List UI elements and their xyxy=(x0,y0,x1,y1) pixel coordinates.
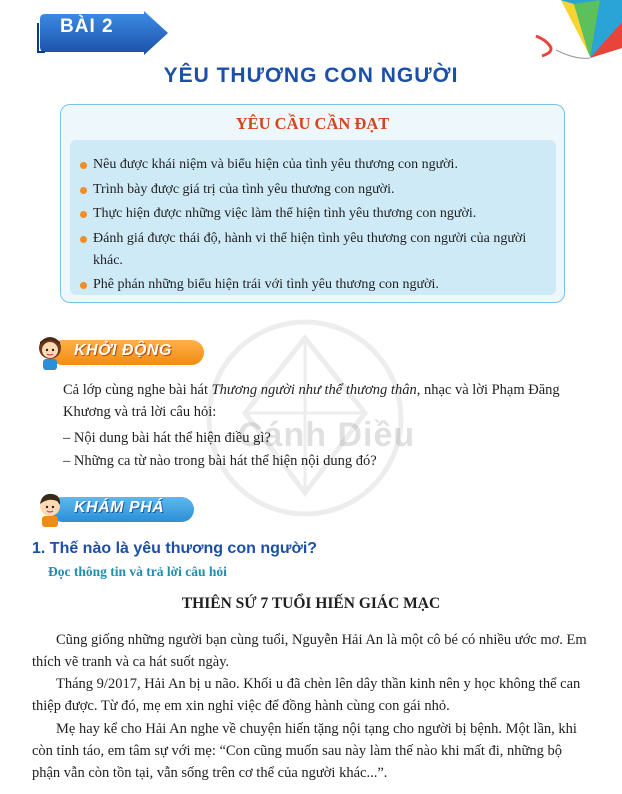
explore-banner xyxy=(32,496,207,523)
requirement-item: Nêu được khái niệm và biểu hiện của tình yêu thương con người. xyxy=(80,154,546,176)
page-title: YÊU THƯƠNG CON NGƯỜI xyxy=(163,64,459,87)
section-heading: 1. Thế nào là yêu thương con người? xyxy=(32,540,318,557)
requirement-item: Thực hiện được những việc làm thể hiện tình yêu thương con người. xyxy=(80,203,546,225)
mascot-girl-icon xyxy=(32,333,68,371)
requirements-title: YÊU CẦU CẦN ĐẠT xyxy=(235,114,390,133)
subheading: Đọc thông tin và trả lời câu hỏi xyxy=(48,564,227,579)
lesson-number: BÀI 2 xyxy=(60,16,114,37)
requirement-item: Phê phán những biểu hiện trái với tình yêu thương con người. xyxy=(80,274,546,296)
warmup-intro-before: Cả lớp cùng nghe bài hát xyxy=(63,382,212,398)
song-title: Thương người như thể thương thân xyxy=(211,382,417,398)
requirement-item: Trình bày được giá trị của tình yêu thương con người. xyxy=(80,179,546,201)
watermark-text: Cánh Diều xyxy=(238,416,416,454)
story-paragraph: Tháng 9/2017, Hải An bị u não. Khối u đã chèn lên dây thần kinh nên y học không thể can thiệp được. Từ đó, mẹ em xin nghỉ việc để đồng hành cùng con gái nhỏ. xyxy=(32,676,581,714)
warmup-question: – Nội dung bài hát thể hiện điều gì? xyxy=(63,430,271,446)
warmup-question: – Những ca từ nào trong bài hát thể hiện nội dung đó? xyxy=(63,453,377,469)
kite-icon xyxy=(516,0,622,68)
warmup-intro-after: , nhạc và lời Phạm Đăng Khương và trả lời câu hỏi: xyxy=(63,382,560,420)
explore-banner-label: KHÁM PHÁ xyxy=(74,499,165,516)
mascot-boy-icon xyxy=(32,490,68,528)
story-title: THIÊN SỨ 7 TUỔI HIẾN GIÁC MẠC xyxy=(181,595,441,612)
requirement-item: Đánh giá được thái độ, hành vi thể hiện tình yêu thương con người của người khác. xyxy=(80,228,546,272)
warmup-banner xyxy=(32,339,207,366)
story-paragraph: Mẹ hay kể cho Hải An nghe về chuyện hiến tặng nội tạng cho người bị bệnh. Một lần, khi còn tỉnh táo, em tâm sự với mẹ: “Con cũng muốn sau này làm thế nào khi mất đi, những bộ phận vẫn còn tồn tại, vẫn sống trên cơ thể của người khác...”. xyxy=(32,721,577,781)
story-paragraph: Cũng giống những người bạn cùng tuổi, Nguyễn Hải An là một cô bé có nhiều ước mơ. Em thích vẽ tranh và ca hát suốt ngày. xyxy=(32,632,587,670)
warmup-intro xyxy=(63,379,573,423)
requirements-list xyxy=(80,154,546,299)
warmup-banner-label: KHỞI ĐỘNG xyxy=(74,342,172,359)
